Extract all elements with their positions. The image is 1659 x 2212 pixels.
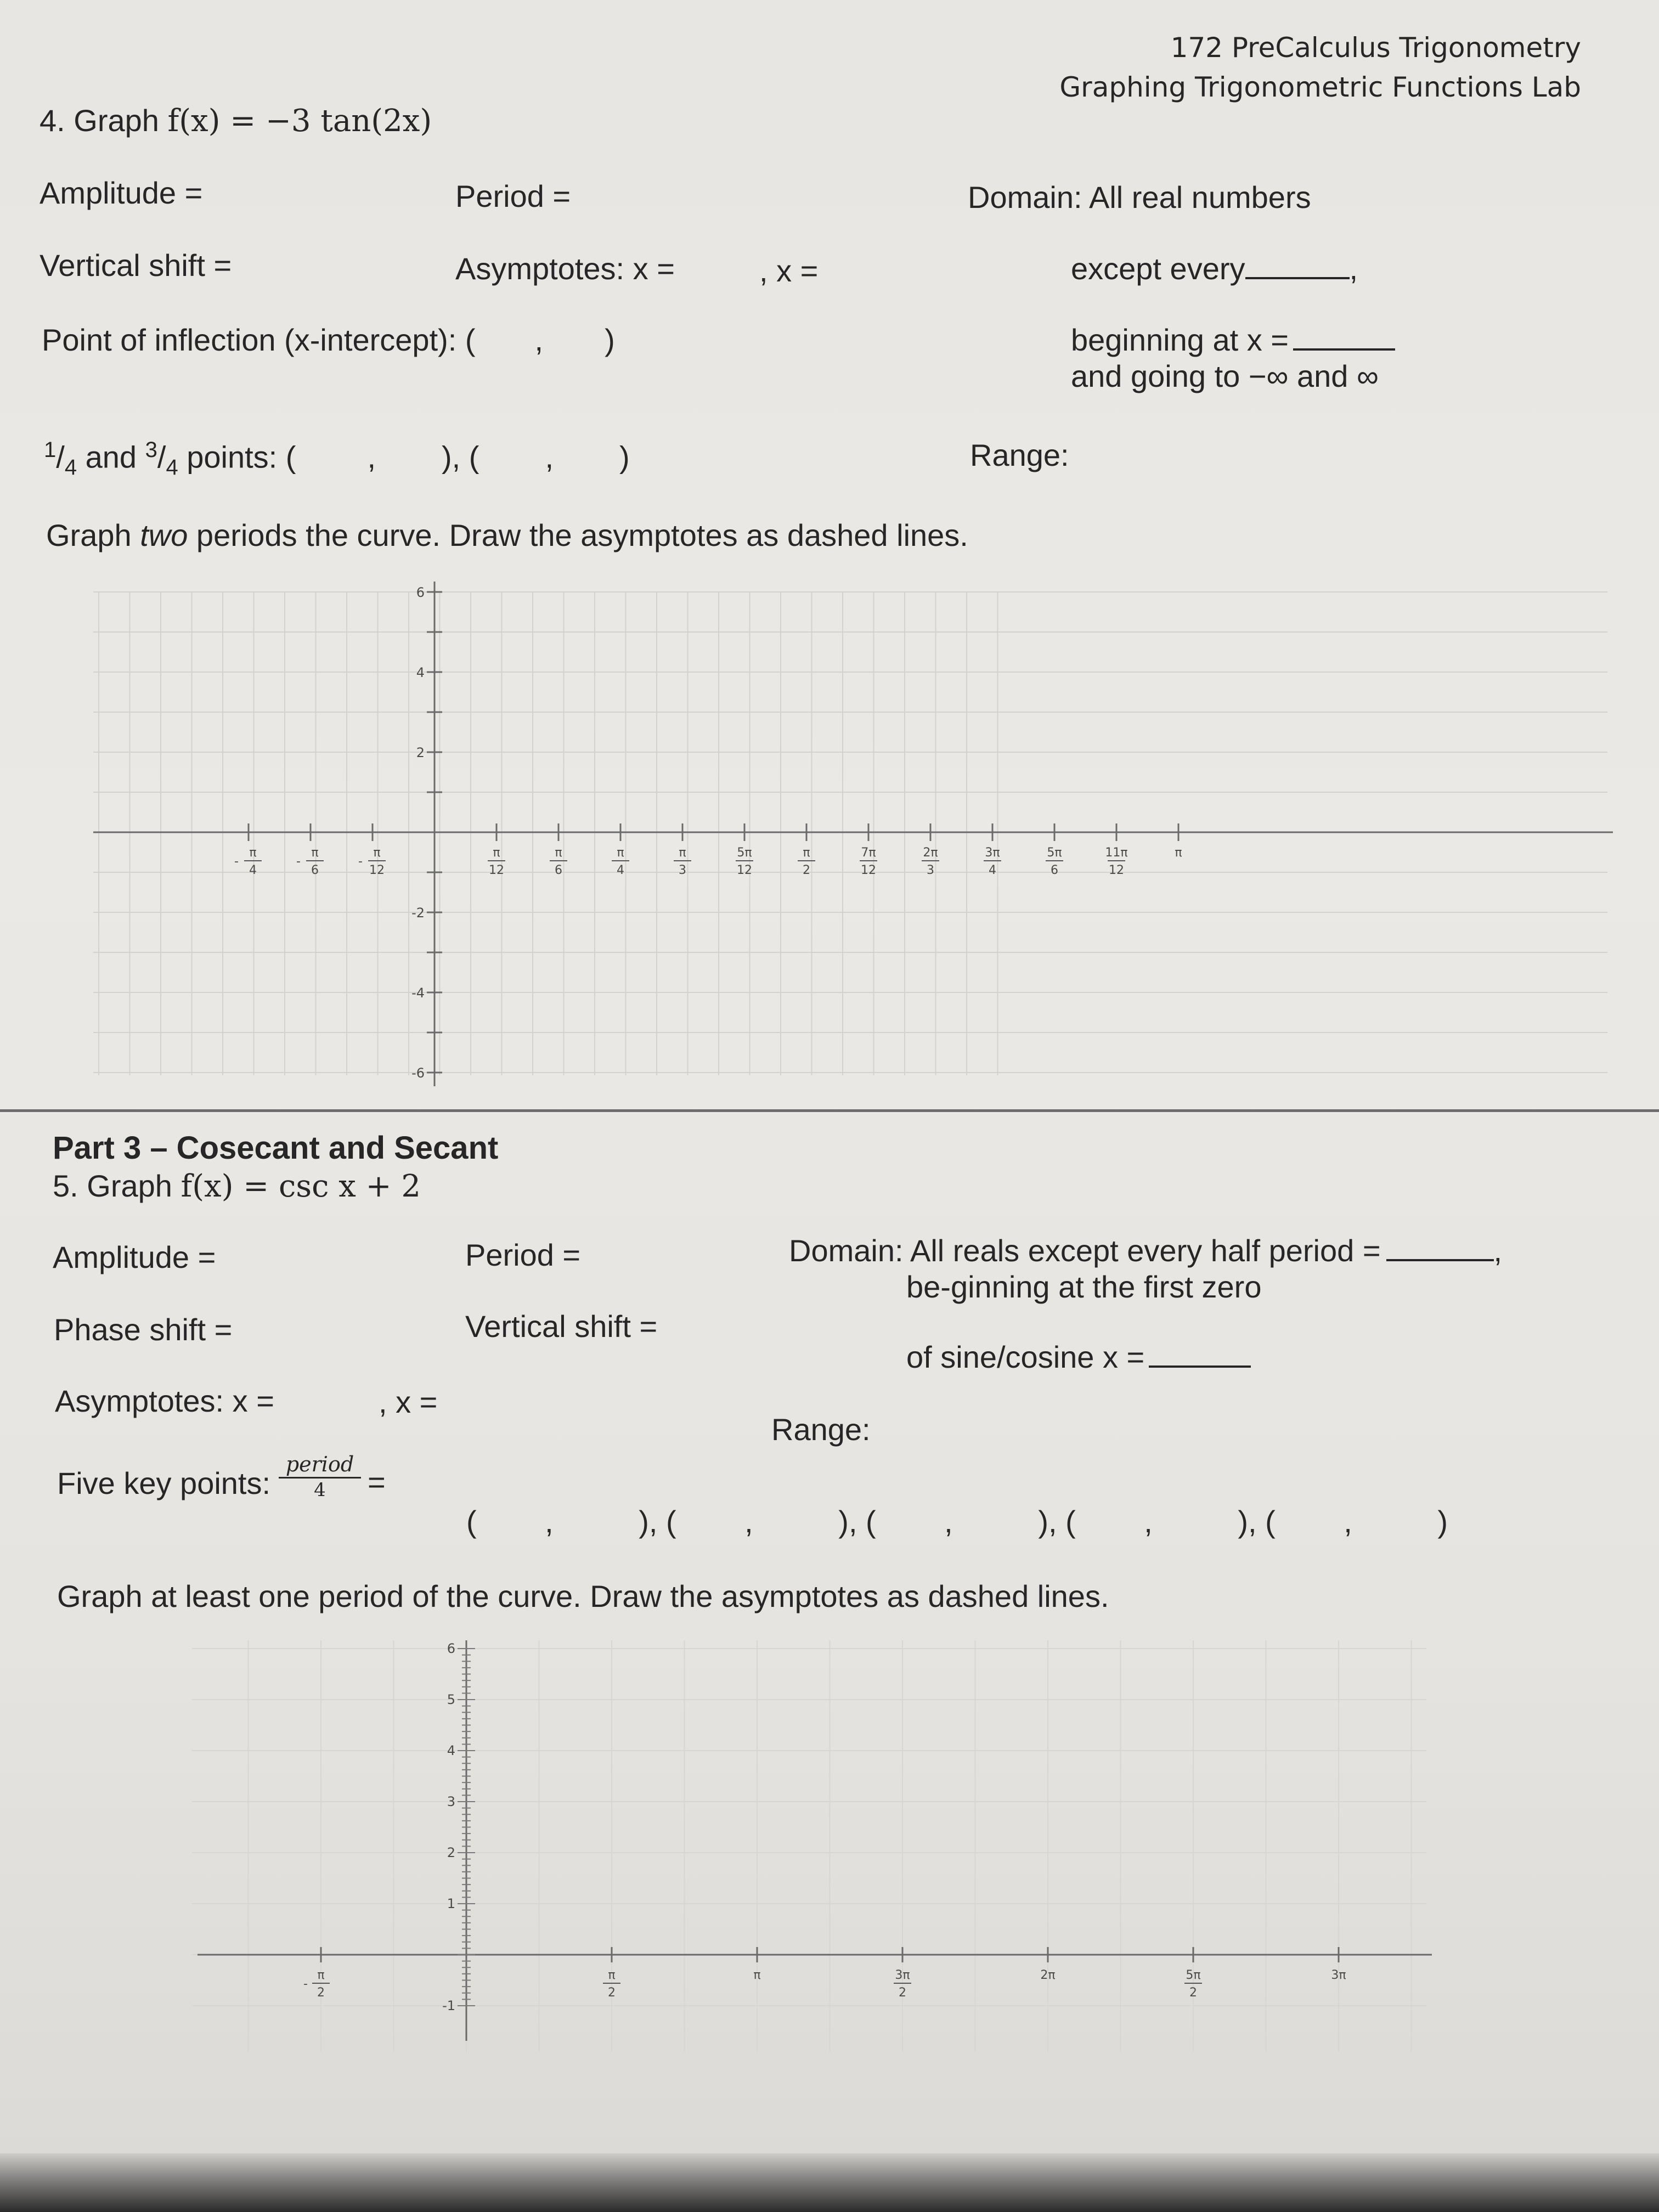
x-tick-numerator: π	[555, 846, 562, 860]
x-tick-numerator: 5π	[1186, 1968, 1201, 1982]
x-tick-numerator: π	[608, 1968, 616, 1982]
x-tick-numerator: π	[803, 846, 810, 860]
p5-instruction: Graph at least one period of the curve. Draw the asymptotes as dashed lines.	[57, 1579, 1109, 1613]
instruction-b: periods the curve. Draw the asymptotes as dashed lines.	[188, 518, 968, 552]
period-equals: =	[368, 1465, 386, 1499]
x-tick-denominator: 2	[608, 1986, 616, 2000]
p5-amplitude: Amplitude =	[53, 1240, 216, 1274]
x-tick-numerator: 5π	[737, 846, 752, 860]
y-tick-label: -2	[411, 905, 425, 921]
p5-domain	[789, 1235, 1502, 1266]
p4-range: Range:	[970, 438, 1069, 472]
y-tick-label: -6	[411, 1065, 425, 1081]
points-comma-2: ,	[545, 439, 554, 475]
p4-domain: Domain: All real numbers	[968, 180, 1311, 215]
x-tick-denominator: 4	[989, 864, 996, 877]
p5-range: Range:	[771, 1412, 871, 1447]
y-tick-label: -1	[442, 1998, 455, 2013]
page-bottom-shadow	[0, 2153, 1659, 2212]
course-title: 172 PreCalculus Trigonometry	[1170, 32, 1581, 64]
part-3-title: Part 3 – Cosecant and Secant	[53, 1130, 499, 1166]
and-text: and	[77, 439, 145, 475]
x-tick-denominator: 4	[617, 864, 624, 877]
points-mid: ), (	[442, 439, 479, 475]
x-tick-sign: -	[296, 855, 301, 868]
p4-going-to: and going to −∞ and ∞	[1071, 359, 1379, 393]
half-period-comma: ,	[1493, 1233, 1503, 1268]
x-tick-numerator: π	[249, 846, 257, 860]
lab-title: Graphing Trigonometric Functions Lab	[1059, 71, 1581, 103]
x-tick-denominator: 2	[899, 1986, 906, 2000]
x-tick-numerator: π	[317, 1968, 325, 1982]
x-tick-denominator: 6	[1051, 864, 1058, 877]
x-tick-denominator: 12	[369, 864, 385, 877]
tangent-graph-grid[interactable]	[0, 560, 1659, 1108]
y-tick-label: 4	[416, 665, 425, 680]
x-tick-denominator: 4	[249, 864, 257, 877]
except-every-comma: ,	[1349, 251, 1358, 286]
p5-domain-continued: be-ginning at the first zero	[906, 1269, 1262, 1304]
x-tick-numerator: 5π	[1047, 846, 1062, 860]
beginning-at-blank[interactable]	[1293, 348, 1395, 351]
of-sine-label: of sine/cosine x =	[906, 1340, 1145, 1374]
y-tick-label: 6	[447, 1641, 455, 1656]
x-tick-numerator: π	[373, 846, 381, 860]
problem-5-function: f(x) = csc x + 2	[180, 1169, 421, 1204]
p5-vertical-shift: Vertical shift =	[465, 1309, 658, 1344]
y-tick-label: 5	[447, 1692, 455, 1707]
p4-inflection	[42, 325, 615, 356]
p5-asymptotes-second: , x =	[379, 1385, 438, 1419]
x-tick-denominator: 2	[803, 864, 810, 877]
p5-phase-shift: Phase shift =	[54, 1312, 233, 1347]
y-tick-label: 3	[447, 1794, 455, 1809]
x-tick-numerator: π	[617, 846, 624, 860]
p5-of-sine	[906, 1342, 1251, 1373]
x-tick-numerator: 3π	[985, 846, 1000, 860]
x-tick-numerator: π	[493, 846, 500, 860]
domain-label: Domain: All reals except every half period =	[789, 1233, 1381, 1268]
inflection-close: )	[605, 323, 615, 357]
x-tick-denominator: 6	[311, 864, 319, 877]
x-tick-numerator: π	[1175, 846, 1182, 860]
except-every-blank[interactable]	[1245, 277, 1350, 279]
x-tick-numerator: 3π	[1331, 1968, 1346, 1982]
problem-4-title	[40, 105, 432, 137]
cosecant-graph-grid[interactable]	[0, 1624, 1659, 2090]
points-label: points: (	[178, 439, 296, 475]
problem-4-prefix: 4. Graph	[40, 103, 168, 138]
y-tick-label: 1	[447, 1896, 455, 1911]
p4-period: Period =	[455, 179, 571, 213]
x-tick-denominator: 12	[489, 864, 504, 877]
except-every-label: except every	[1071, 251, 1245, 286]
problem-5-title	[53, 1171, 421, 1202]
x-tick-numerator: 7π	[861, 846, 876, 860]
problem-5-prefix: 5. Graph	[53, 1169, 181, 1203]
section-divider	[0, 1109, 1659, 1112]
x-tick-denominator: 3	[679, 864, 686, 877]
points-comma-1: ,	[367, 439, 376, 475]
x-tick-numerator: π	[311, 846, 319, 860]
period-over-4-fraction	[279, 1454, 361, 1499]
p4-beginning-at	[1071, 325, 1395, 356]
x-tick-sign: -	[358, 855, 363, 868]
x-tick-denominator: 12	[1109, 864, 1124, 877]
first-zero-blank[interactable]	[1149, 1365, 1251, 1368]
instruction-a: Graph	[46, 518, 140, 552]
x-tick-sign: -	[234, 855, 239, 868]
x-tick-denominator: 3	[927, 864, 934, 877]
p4-amplitude: Amplitude =	[40, 176, 203, 210]
x-tick-denominator: 2	[317, 1986, 325, 2000]
p4-asymptotes: Asymptotes: x =	[455, 251, 675, 286]
problem-4-function: f(x) = −3 tan(2x)	[167, 103, 432, 139]
half-period-blank[interactable]	[1386, 1259, 1494, 1261]
y-tick-label: 6	[416, 585, 425, 600]
y-tick-label: -4	[411, 985, 425, 1001]
x-tick-numerator: 11π	[1105, 846, 1128, 860]
x-tick-denominator: 12	[861, 864, 876, 877]
y-tick-label: 4	[447, 1743, 455, 1758]
p4-asymptotes-second: , x =	[759, 253, 819, 288]
inflection-comma: ,	[534, 323, 544, 357]
p4-quarter-points: $^1/_4$ and $^3/_4$ points: ( , ), ( , )	[44, 438, 630, 479]
p4-instruction	[46, 520, 968, 551]
p5-five-key-points: Five key points:	[57, 1466, 271, 1500]
inflection-label: Point of inflection (x-intercept): (	[42, 323, 476, 357]
x-tick-numerator: π	[753, 1968, 761, 1982]
beginning-at-label: beginning at x =	[1071, 323, 1289, 357]
y-tick-label: 2	[416, 745, 425, 760]
x-tick-numerator: 3π	[895, 1968, 910, 1982]
x-tick-numerator: π	[679, 846, 686, 860]
points-close: )	[619, 439, 630, 475]
p5-key-points-row: ( , ), ( , ), ( , ), ( , ), ( , )	[466, 1504, 1448, 1539]
p5-asymptotes: Asymptotes: x =	[55, 1384, 274, 1418]
period-denominator: 4	[314, 1479, 326, 1501]
x-tick-numerator: 2π	[1040, 1968, 1056, 1982]
p4-except-every	[1071, 253, 1358, 284]
x-tick-sign: -	[303, 1977, 308, 1991]
quarter-numerator: 1	[44, 438, 57, 462]
p4-vertical-shift: Vertical shift =	[40, 248, 232, 283]
x-tick-denominator: 6	[555, 864, 562, 877]
x-tick-numerator: 2π	[923, 846, 938, 860]
threequarter-denominator: 4	[166, 455, 178, 479]
x-tick-denominator: 12	[737, 864, 752, 877]
p5-period: Period =	[465, 1238, 581, 1272]
instruction-emphasis: two	[140, 518, 188, 552]
threequarter-numerator: 3	[145, 438, 157, 462]
period-word: period	[279, 1454, 361, 1479]
y-tick-label: 2	[447, 1845, 455, 1860]
quarter-denominator: 4	[64, 455, 77, 479]
x-tick-denominator: 2	[1189, 1986, 1197, 2000]
